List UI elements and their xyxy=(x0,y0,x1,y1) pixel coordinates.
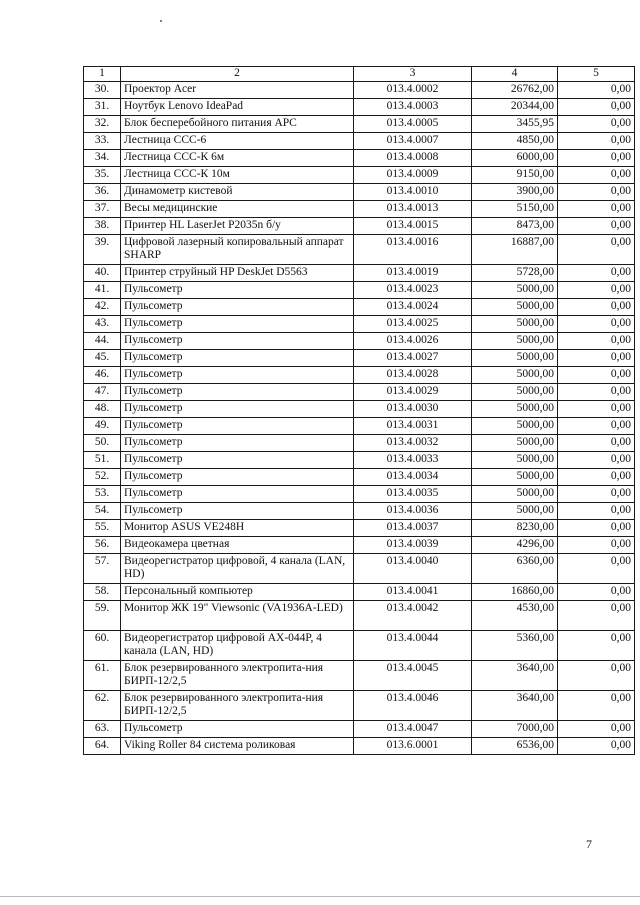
item-name: Ноутбук Lenovo IdeaPad xyxy=(121,99,354,116)
item-name: Монитор ЖК 19" Viewsonic (VA1936A-LED) xyxy=(121,601,354,631)
item-value: 20344,00 xyxy=(472,99,558,116)
item-value: 5000,00 xyxy=(472,435,558,452)
row-number: 45. xyxy=(84,350,121,367)
item-value: 5000,00 xyxy=(472,418,558,435)
inventory-code: 013.4.0008 xyxy=(354,150,472,167)
table-row xyxy=(84,282,635,299)
inventory-code: 013.4.0036 xyxy=(354,503,472,520)
row-number: 30. xyxy=(84,82,121,99)
residual-value: 0,00 xyxy=(558,350,635,367)
inventory-code: 013.4.0028 xyxy=(354,367,472,384)
residual-value: 0,00 xyxy=(558,116,635,133)
row-number: 55. xyxy=(84,520,121,537)
inventory-code: 013.4.0013 xyxy=(354,201,472,218)
residual-value: 0,00 xyxy=(558,367,635,384)
residual-value: 0,00 xyxy=(558,631,635,661)
item-value: 4850,00 xyxy=(472,133,558,150)
residual-value: 0,00 xyxy=(558,452,635,469)
item-name: Видеорегистратор цифровой AX-044P, 4 канала (LAN, HD) xyxy=(121,631,354,661)
item-name: Цифровой лазерный копировальный аппарат SHARP xyxy=(121,235,354,265)
scan-edge xyxy=(0,896,640,897)
item-name: Видеокамера цветная xyxy=(121,537,354,554)
inventory-code: 013.4.0015 xyxy=(354,218,472,235)
inventory-code: 013.4.0031 xyxy=(354,418,472,435)
row-number: 61. xyxy=(84,661,121,691)
item-value: 16860,00 xyxy=(472,584,558,601)
table-body xyxy=(84,82,635,755)
header-row xyxy=(84,67,635,82)
inventory-code: 013.4.0035 xyxy=(354,486,472,503)
table-row xyxy=(84,435,635,452)
inventory-code: 013.4.0023 xyxy=(354,282,472,299)
table-row xyxy=(84,333,635,350)
item-value: 5000,00 xyxy=(472,333,558,350)
row-number: 32. xyxy=(84,116,121,133)
residual-value: 0,00 xyxy=(558,738,635,755)
item-name: Пульсометр xyxy=(121,435,354,452)
item-value: 16887,00 xyxy=(472,235,558,265)
table-row xyxy=(84,184,635,201)
item-name: Персональный компьютер xyxy=(121,584,354,601)
table-row xyxy=(84,520,635,537)
item-value: 5000,00 xyxy=(472,503,558,520)
table-row xyxy=(84,452,635,469)
item-name: Принтер HL LaserJet P2035n б/у xyxy=(121,218,354,235)
row-number: 34. xyxy=(84,150,121,167)
item-name: Лестница ССС-К 6м xyxy=(121,150,354,167)
table-row xyxy=(84,738,635,755)
item-name: Пульсометр xyxy=(121,503,354,520)
residual-value: 0,00 xyxy=(558,82,635,99)
item-value: 5000,00 xyxy=(472,452,558,469)
row-number: 44. xyxy=(84,333,121,350)
table-row xyxy=(84,661,635,691)
table-row xyxy=(84,299,635,316)
item-value: 5000,00 xyxy=(472,384,558,401)
item-name: Пульсометр xyxy=(121,401,354,418)
item-name: Проектор Acer xyxy=(121,82,354,99)
residual-value: 0,00 xyxy=(558,167,635,184)
item-value: 3640,00 xyxy=(472,691,558,721)
residual-value: 0,00 xyxy=(558,282,635,299)
residual-value: 0,00 xyxy=(558,469,635,486)
table-row xyxy=(84,150,635,167)
table-row xyxy=(84,116,635,133)
item-value: 5000,00 xyxy=(472,367,558,384)
inventory-code: 013.4.0019 xyxy=(354,265,472,282)
item-value: 8473,00 xyxy=(472,218,558,235)
row-number: 33. xyxy=(84,133,121,150)
inventory-code: 013.4.0039 xyxy=(354,537,472,554)
table-row xyxy=(84,316,635,333)
residual-value: 0,00 xyxy=(558,520,635,537)
residual-value: 0,00 xyxy=(558,265,635,282)
residual-value: 0,00 xyxy=(558,486,635,503)
table-row xyxy=(84,418,635,435)
item-value: 4296,00 xyxy=(472,537,558,554)
inventory-code: 013.4.0034 xyxy=(354,469,472,486)
table-row xyxy=(84,350,635,367)
residual-value: 0,00 xyxy=(558,721,635,738)
residual-value: 0,00 xyxy=(558,691,635,721)
table-row xyxy=(84,537,635,554)
residual-value: 0,00 xyxy=(558,133,635,150)
inventory-code: 013.4.0026 xyxy=(354,333,472,350)
inventory-code: 013.4.0030 xyxy=(354,401,472,418)
inventory-code: 013.4.0025 xyxy=(354,316,472,333)
table-row xyxy=(84,554,635,584)
item-name: Блок резервированного электропита-ния БИРП-12/2,5 xyxy=(121,691,354,721)
inventory-code: 013.4.0016 xyxy=(354,235,472,265)
item-name: Динамометр кистевой xyxy=(121,184,354,201)
inventory-table xyxy=(83,66,635,755)
inventory-code: 013.4.0047 xyxy=(354,721,472,738)
inventory-code: 013.4.0042 xyxy=(354,601,472,631)
table-row xyxy=(84,82,635,99)
item-value: 6360,00 xyxy=(472,554,558,584)
inventory-code: 013.4.0033 xyxy=(354,452,472,469)
table-row xyxy=(84,631,635,661)
inventory-code: 013.4.0005 xyxy=(354,116,472,133)
table-row xyxy=(84,99,635,116)
row-number: 51. xyxy=(84,452,121,469)
residual-value: 0,00 xyxy=(558,554,635,584)
item-name: Видеорегистратор цифровой, 4 канала (LAN, HD) xyxy=(121,554,354,584)
inventory-code: 013.4.0003 xyxy=(354,99,472,116)
item-name: Пульсометр xyxy=(121,469,354,486)
residual-value: 0,00 xyxy=(558,384,635,401)
item-name: Пульсометр xyxy=(121,350,354,367)
item-name: Пульсометр xyxy=(121,282,354,299)
row-number: 43. xyxy=(84,316,121,333)
table-row xyxy=(84,133,635,150)
item-value: 5360,00 xyxy=(472,631,558,661)
residual-value: 0,00 xyxy=(558,218,635,235)
row-number: 36. xyxy=(84,184,121,201)
residual-value: 0,00 xyxy=(558,584,635,601)
item-name: Пульсометр xyxy=(121,384,354,401)
row-number: 60. xyxy=(84,631,121,661)
item-value: 9150,00 xyxy=(472,167,558,184)
item-value: 6000,00 xyxy=(472,150,558,167)
item-value: 5000,00 xyxy=(472,316,558,333)
table-row xyxy=(84,265,635,282)
residual-value: 0,00 xyxy=(558,333,635,350)
row-number: 50. xyxy=(84,435,121,452)
page-number: 7 xyxy=(586,837,592,851)
inventory-code: 013.4.0045 xyxy=(354,661,472,691)
table-row xyxy=(84,486,635,503)
item-name: Пульсометр xyxy=(121,486,354,503)
residual-value: 0,00 xyxy=(558,435,635,452)
inventory-code: 013.4.0010 xyxy=(354,184,472,201)
residual-value: 0,00 xyxy=(558,418,635,435)
inventory-code: 013.4.0024 xyxy=(354,299,472,316)
item-name: Viking Roller 84 система роликовая xyxy=(121,738,354,755)
col-header-name: 2 xyxy=(121,67,354,82)
item-value: 5000,00 xyxy=(472,469,558,486)
col-header-number: 1 xyxy=(84,67,121,82)
inventory-code: 013.4.0037 xyxy=(354,520,472,537)
table-row xyxy=(84,218,635,235)
item-value: 5000,00 xyxy=(472,282,558,299)
row-number: 38. xyxy=(84,218,121,235)
table-row xyxy=(84,201,635,218)
item-value: 8230,00 xyxy=(472,520,558,537)
item-value: 5000,00 xyxy=(472,299,558,316)
row-number: 35. xyxy=(84,167,121,184)
item-name: Пульсометр xyxy=(121,333,354,350)
row-number: 58. xyxy=(84,584,121,601)
row-number: 41. xyxy=(84,282,121,299)
table-row xyxy=(84,721,635,738)
inventory-code: 013.4.0027 xyxy=(354,350,472,367)
scan-speck xyxy=(160,20,162,22)
item-value: 4530,00 xyxy=(472,601,558,631)
row-number: 37. xyxy=(84,201,121,218)
residual-value: 0,00 xyxy=(558,601,635,631)
row-number: 47. xyxy=(84,384,121,401)
residual-value: 0,00 xyxy=(558,150,635,167)
residual-value: 0,00 xyxy=(558,99,635,116)
residual-value: 0,00 xyxy=(558,235,635,265)
inventory-code: 013.4.0032 xyxy=(354,435,472,452)
item-name: Пульсометр xyxy=(121,418,354,435)
item-name: Пульсометр xyxy=(121,367,354,384)
item-name: Лестница ССС-К 10м xyxy=(121,167,354,184)
row-number: 42. xyxy=(84,299,121,316)
item-value: 6536,00 xyxy=(472,738,558,755)
item-name: Пульсометр xyxy=(121,316,354,333)
inventory-code: 013.4.0007 xyxy=(354,133,472,150)
row-number: 48. xyxy=(84,401,121,418)
item-value: 5728,00 xyxy=(472,265,558,282)
col-header-rest: 5 xyxy=(558,67,635,82)
item-name: Блок резервированного электропита-ния БИРП-12/2,5 xyxy=(121,661,354,691)
row-number: 62. xyxy=(84,691,121,721)
item-name: Пульсометр xyxy=(121,452,354,469)
item-name: Пульсометр xyxy=(121,721,354,738)
residual-value: 0,00 xyxy=(558,503,635,520)
item-value: 3900,00 xyxy=(472,184,558,201)
item-name: Весы медицинские xyxy=(121,201,354,218)
col-header-code: 3 xyxy=(354,67,472,82)
inventory-code: 013.4.0002 xyxy=(354,82,472,99)
table-row xyxy=(84,691,635,721)
row-number: 56. xyxy=(84,537,121,554)
table-row xyxy=(84,601,635,631)
item-name: Лестница ССС-6 xyxy=(121,133,354,150)
item-name: Монитор ASUS VE248H xyxy=(121,520,354,537)
inventory-code: 013.6.0001 xyxy=(354,738,472,755)
row-number: 46. xyxy=(84,367,121,384)
row-number: 53. xyxy=(84,486,121,503)
row-number: 31. xyxy=(84,99,121,116)
item-name: Пульсометр xyxy=(121,299,354,316)
residual-value: 0,00 xyxy=(558,184,635,201)
table-row xyxy=(84,469,635,486)
item-value: 7000,00 xyxy=(472,721,558,738)
row-number: 57. xyxy=(84,554,121,584)
row-number: 39. xyxy=(84,235,121,265)
item-value: 3640,00 xyxy=(472,661,558,691)
row-number: 52. xyxy=(84,469,121,486)
row-number: 54. xyxy=(84,503,121,520)
row-number: 59. xyxy=(84,601,121,631)
item-value: 26762,00 xyxy=(472,82,558,99)
inventory-code: 013.4.0009 xyxy=(354,167,472,184)
row-number: 49. xyxy=(84,418,121,435)
table-row xyxy=(84,401,635,418)
residual-value: 0,00 xyxy=(558,201,635,218)
residual-value: 0,00 xyxy=(558,537,635,554)
residual-value: 0,00 xyxy=(558,401,635,418)
table-row xyxy=(84,235,635,265)
item-name: Блок бесперебойного питания APC xyxy=(121,116,354,133)
item-value: 5000,00 xyxy=(472,350,558,367)
item-value: 3455,95 xyxy=(472,116,558,133)
table-row xyxy=(84,584,635,601)
item-name: Принтер струйный HP DeskJet D5563 xyxy=(121,265,354,282)
inventory-code: 013.4.0041 xyxy=(354,584,472,601)
inventory-code: 013.4.0046 xyxy=(354,691,472,721)
inventory-code: 013.4.0029 xyxy=(354,384,472,401)
residual-value: 0,00 xyxy=(558,661,635,691)
table-row xyxy=(84,367,635,384)
row-number: 40. xyxy=(84,265,121,282)
inventory-code: 013.4.0040 xyxy=(354,554,472,584)
inventory-code: 013.4.0044 xyxy=(354,631,472,661)
item-value: 5000,00 xyxy=(472,401,558,418)
residual-value: 0,00 xyxy=(558,316,635,333)
item-value: 5000,00 xyxy=(472,486,558,503)
col-header-value: 4 xyxy=(472,67,558,82)
residual-value: 0,00 xyxy=(558,299,635,316)
row-number: 63. xyxy=(84,721,121,738)
item-value: 5150,00 xyxy=(472,201,558,218)
table-row xyxy=(84,384,635,401)
table-row xyxy=(84,167,635,184)
row-number: 64. xyxy=(84,738,121,755)
table-row xyxy=(84,503,635,520)
